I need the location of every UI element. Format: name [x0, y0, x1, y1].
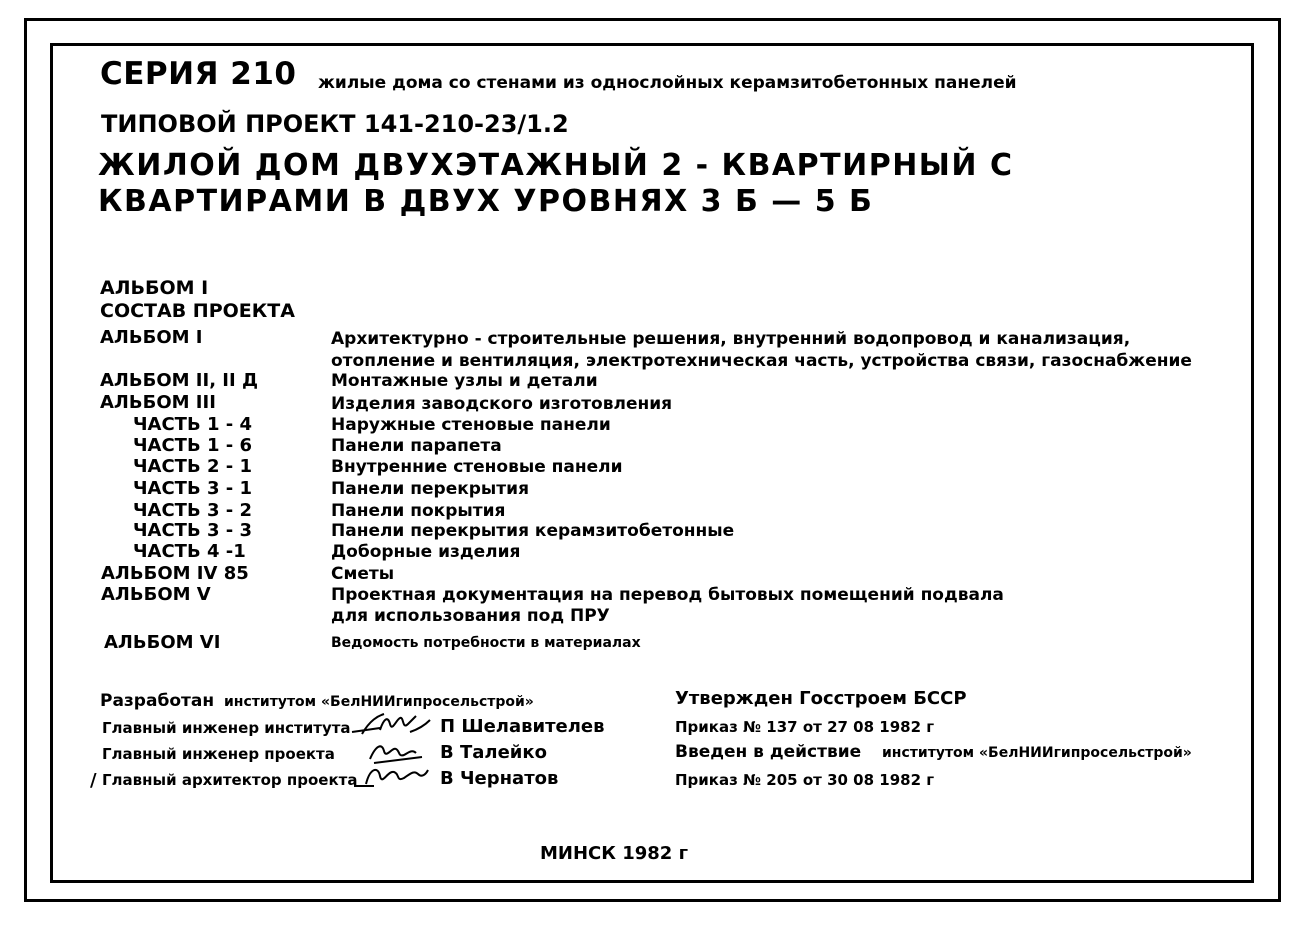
- name-chief-architect: В Чернатов: [440, 768, 559, 789]
- contents-right: Внутренние стеновые панели: [331, 457, 623, 477]
- contents-left: АЛЬБОМ VI: [104, 632, 221, 653]
- contents-right: Панели перекрытия керамзитобетонные: [331, 521, 735, 541]
- contents-right: Архитектурно - строительные решения, внутренний водопровод и канализация,: [331, 329, 1131, 349]
- contents-left: ЧАСТЬ 1 - 6: [133, 435, 253, 456]
- series-label: СЕРИЯ 210: [100, 56, 297, 92]
- developed-label: Разработан: [100, 691, 215, 711]
- contents-left: ЧАСТЬ 3 - 2: [133, 500, 253, 521]
- contents-left: АЛЬБОМ III: [100, 392, 216, 413]
- role-chief-architect: Главный архитектор проекта: [102, 771, 358, 789]
- contents-right: Изделия заводского изготовления: [331, 394, 673, 414]
- contents-left: ЧАСТЬ 4 -1: [133, 541, 246, 562]
- contents-right: Панели покрытия: [331, 501, 506, 521]
- contents-left: ЧАСТЬ 3 - 3: [133, 520, 253, 541]
- contents-right: отопление и вентиляция, электротехническая часть, устройства связи, газоснабжение: [331, 351, 1192, 371]
- contents-left: АЛЬБОМ IV 85: [101, 563, 249, 584]
- title-line-1: ЖИЛОЙ ДОМ ДВУХЭТАЖНЫЙ 2 - КВАРТИРНЫЙ С: [98, 148, 1014, 183]
- name-chief-engineer-project: В Талейко: [440, 742, 547, 763]
- contents-left: ЧАСТЬ 1 - 4: [133, 414, 253, 435]
- contents-right: Ведомость потребности в материалах: [331, 635, 641, 651]
- city-year: МИНСК 1982 г: [540, 843, 688, 864]
- name-chief-engineer-institute: П Шелавителев: [440, 716, 605, 737]
- album-heading: АЛЬБОМ I: [100, 277, 209, 299]
- order-1: Приказ № 137 от 27 08 1982 г: [675, 718, 935, 736]
- title-line-2: КВАРТИРАМИ В ДВУХ УРОВНЯХ 3 Б — 5 Б: [98, 184, 874, 219]
- signature-image: [350, 710, 432, 740]
- slash-mark: /: [90, 770, 97, 791]
- contents-left: ЧАСТЬ 2 - 1: [133, 456, 253, 477]
- contents-left: АЛЬБОМ I: [100, 327, 203, 348]
- role-chief-engineer-institute: Главный инженер института: [102, 719, 351, 737]
- contents-right: для использования под ПРУ: [331, 606, 610, 626]
- series-description: жилые дома со стенами из однослойных керамзитобетонных панелей: [318, 73, 1017, 93]
- contents-right: Сметы: [331, 564, 395, 584]
- contents-left: АЛЬБОМ II, II Д: [100, 370, 258, 391]
- introduced-by: институтом «БелНИИгипросельстрой»: [882, 745, 1192, 761]
- order-2: Приказ № 205 от 30 08 1982 г: [675, 771, 935, 789]
- developed-by: институтом «БелНИИгипросельстрой»: [224, 694, 534, 710]
- contents-right: Панели парапета: [331, 436, 502, 456]
- project-label: ТИПОВОЙ ПРОЕКТ 141-210-23/1.2: [101, 110, 569, 138]
- contents-right: Проектная документация на перевод бытовых помещений подвала: [331, 585, 1004, 605]
- role-chief-engineer-project: Главный инженер проекта: [102, 745, 335, 763]
- introduced-label: Введен в действие: [675, 742, 862, 762]
- contents-left: АЛЬБОМ V: [101, 584, 211, 605]
- contents-right: Наружные стеновые панели: [331, 415, 611, 435]
- contents-right: Панели перекрытия: [331, 479, 529, 499]
- signature-image: [352, 762, 430, 792]
- contents-right: Монтажные узлы и детали: [331, 371, 598, 391]
- approved-by: Утвержден Госстроем БССР: [675, 688, 967, 709]
- contents-left: ЧАСТЬ 3 - 1: [133, 478, 253, 499]
- composition-heading: СОСТАВ ПРОЕКТА: [100, 300, 295, 322]
- contents-right: Доборные изделия: [331, 542, 521, 562]
